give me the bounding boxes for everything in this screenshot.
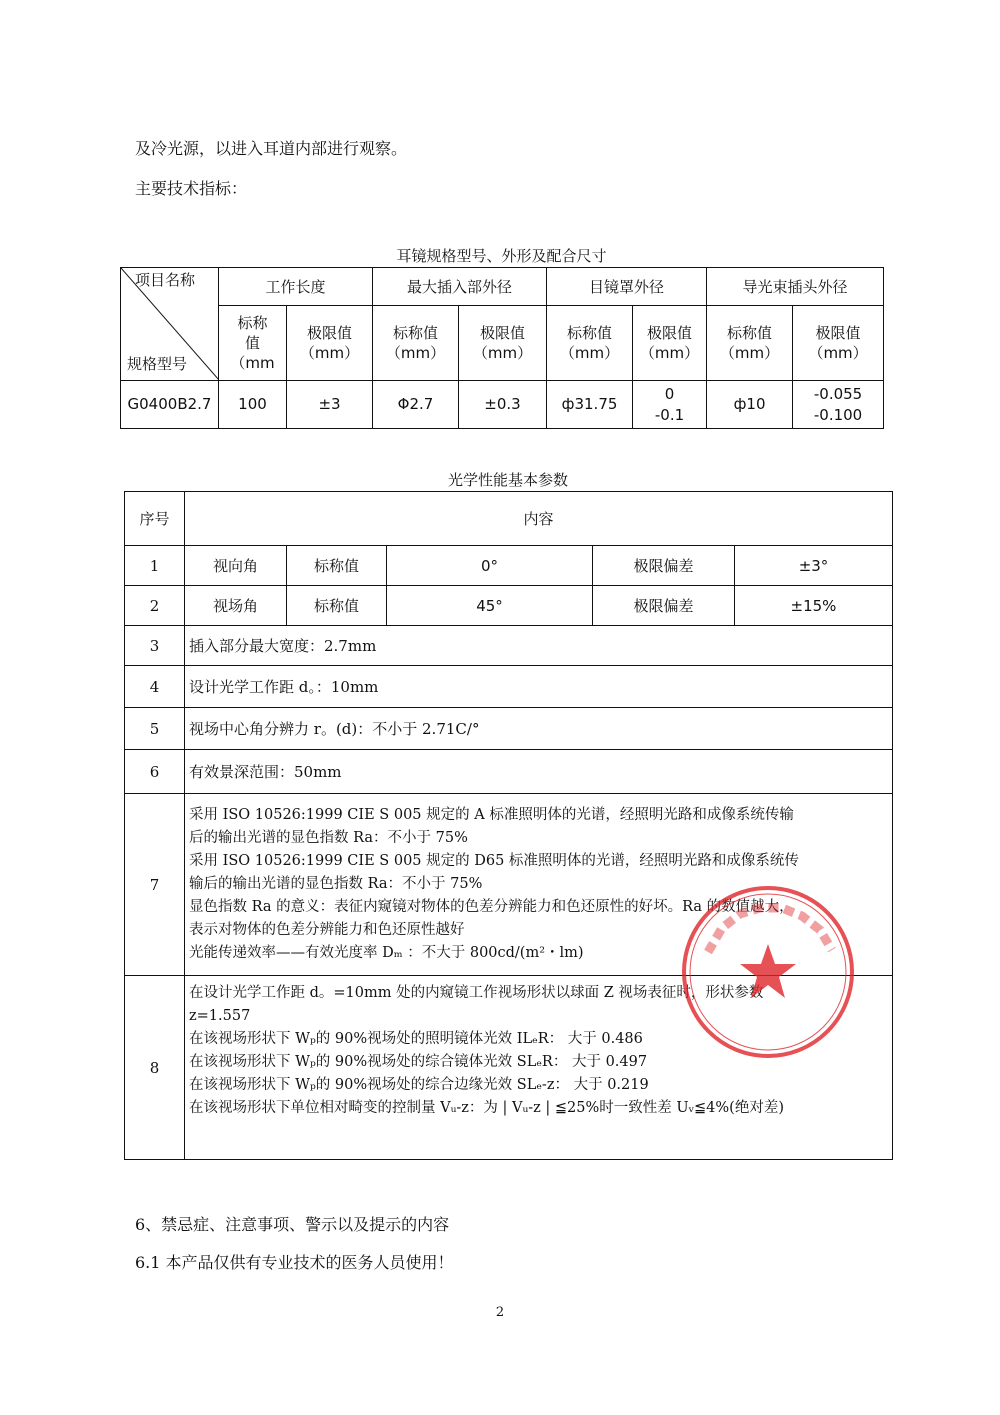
row-no: 2 — [125, 586, 185, 626]
row-no: 6 — [125, 750, 185, 794]
section6-item: 6.1 本产品仅供有专业技术的医务人员使用！ — [135, 1253, 454, 1272]
limit-header: 极限值 （mm） — [287, 306, 373, 381]
cell: 0° — [387, 546, 593, 586]
table-row — [125, 626, 893, 666]
limit-header: 极限值 （mm） — [793, 306, 884, 381]
cell: 在设计光学工作距 d。=10mm 处的内窥镜工作视场形状以球面 Z 视场表征时，形状参数 z=1.557 在该视场形状下 Wₚ的 90%视场处的照明镜体光效 ILₑR： 大于 0.486 在该视场形状下 Wₚ的 90%视场处的综合镜体光效 SLₑR： 大于 0.497 在该视场形状下 Wₚ的 90%视场处的综合边缘光效 SLₑ-z： 大于 0.219 在该视场形状下单位相对畸变的控制量 Vᵤ-z：为 | Vᵤ-z | ≦25%时一致性差 Uᵥ≦4%(绝对差) — [185, 976, 893, 1160]
cell: 有效景深范围：50mm — [185, 750, 893, 794]
section6-heading: 6、禁忌症、注意事项、警示以及提示的内容 — [135, 1215, 450, 1234]
cell: 标称值 — [287, 546, 387, 586]
table-row — [125, 546, 893, 586]
cell: 视向角 — [185, 546, 287, 586]
table2-caption: 光学性能基本参数 — [447, 471, 568, 489]
limit-header: 极限值 （mm） — [459, 306, 547, 381]
cell: 采用 ISO 10526:1999 CIE S 005 规定的 A 标准照明体的光谱，经照明光路和成像系统传输 后的输出光谱的显色指数 Ra：不小于 75% 采用 ISO 10526:1999 CIE S 005 规定的 D65 标准照明体的光谱，经照明光路和成像系统传 输后的输出光谱的显色指数 Ra：不小于 75% 显色指数 Ra 的意义：表征内窥镜对物体的色差分辨能力和色还原性的好坏。Ra 的数值越大， 表示对物体的色差分辨能力和色还原性越好 光能传递效率——有效光度率 Dₘ ：不大于 800cd/(m²・lm) — [185, 794, 893, 976]
spec-table — [120, 267, 884, 429]
cell: Φ2.7 — [373, 381, 459, 429]
page-number: 2 — [495, 1305, 505, 1320]
header-content: 内容 — [185, 492, 893, 546]
table1-caption: 耳镜规格型号、外形及配合尺寸 — [396, 247, 607, 265]
cell: 极限偏差 — [593, 546, 735, 586]
cell: ф31.75 — [547, 381, 633, 429]
cell: ±0.3 — [459, 381, 547, 429]
table-row — [125, 666, 893, 708]
table-row — [125, 586, 893, 626]
cell: 100 — [219, 381, 287, 429]
nominal-header: 标称值 （mm） — [547, 306, 633, 381]
cell: 0 -0.1 — [633, 381, 707, 429]
corner-top-label: 项目名称 — [135, 271, 196, 289]
group-header: 最大插入部外径 — [373, 268, 547, 306]
corner-cell — [121, 268, 219, 381]
model-cell: G0400B2.7 — [121, 381, 219, 429]
row-no: 3 — [125, 626, 185, 666]
cell: ф10 — [707, 381, 793, 429]
corner-bottom-label: 规格型号 — [127, 355, 188, 373]
cell: 插入部分最大宽度：2.7mm — [185, 626, 893, 666]
table-row — [125, 708, 893, 750]
intro-line: 及冷光源，以进入耳道内部进行观察。 — [135, 139, 408, 158]
cell: 视场角 — [185, 586, 287, 626]
nominal-header: 标称值 （mm） — [707, 306, 793, 381]
cell: 极限偏差 — [593, 586, 735, 626]
row-no: 5 — [125, 708, 185, 750]
cell: 视场中心角分辨力 r。(d)：不小于 2.71C/° — [185, 708, 893, 750]
cell: -0.055 -0.100 — [793, 381, 884, 429]
nominal-header: 标称 值 （mm — [219, 306, 287, 381]
tech-heading: 主要技术指标： — [135, 179, 248, 198]
cell: 设计光学工作距 d。：10mm — [185, 666, 893, 708]
cell: 标称值 — [287, 586, 387, 626]
cell: ±3 — [287, 381, 373, 429]
group-header: 目镜罩外径 — [547, 268, 707, 306]
group-header: 工作长度 — [219, 268, 373, 306]
table-row — [125, 750, 893, 794]
table-row — [121, 381, 884, 429]
cell: 45° — [387, 586, 593, 626]
row-no: 8 — [125, 976, 185, 1160]
cell: ±3° — [735, 546, 893, 586]
header-no: 序号 — [125, 492, 185, 546]
nominal-header: 标称值 （mm） — [373, 306, 459, 381]
limit-header: 极限值 （mm） — [633, 306, 707, 381]
company-seal — [678, 882, 858, 1062]
group-header: 导光束插头外径 — [707, 268, 884, 306]
row-no: 1 — [125, 546, 185, 586]
row-no: 7 — [125, 794, 185, 976]
cell: ±15% — [735, 586, 893, 626]
row-no: 4 — [125, 666, 185, 708]
